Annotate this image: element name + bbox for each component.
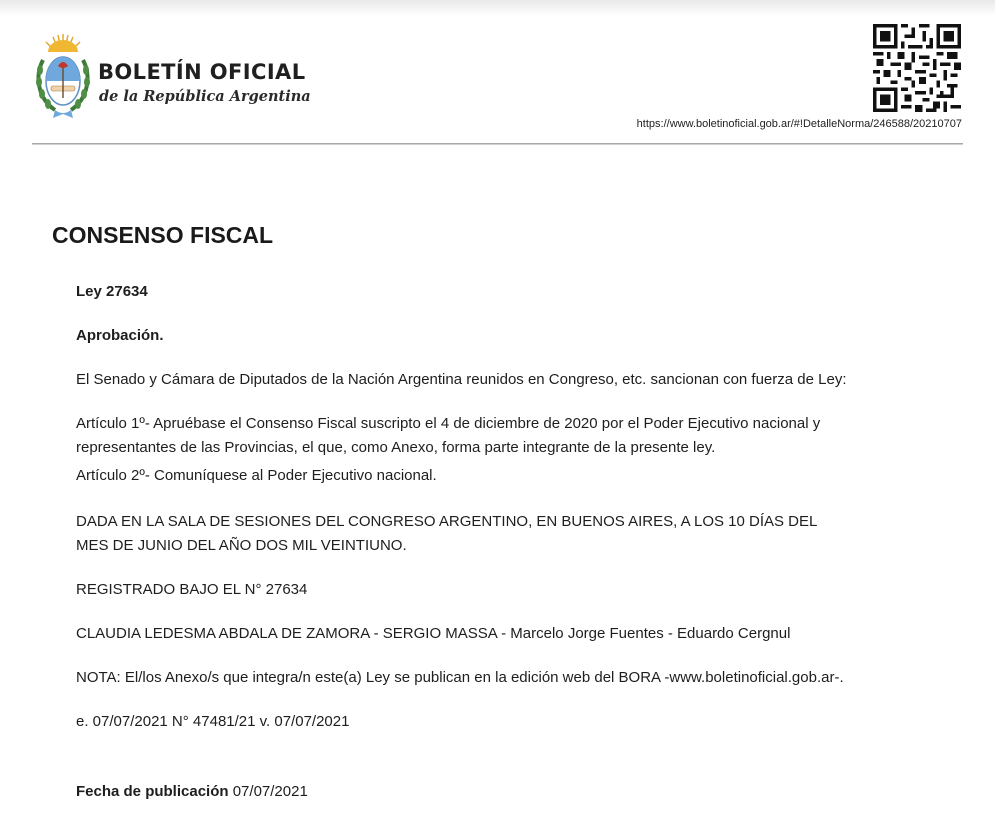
given-clause-line-1: DADA EN LA SALA DE SESIONES DEL CONGRESO ARGENTINO, EN BUENOS AIRES, A LOS 10 DÍAS DEL bbox=[76, 513, 818, 530]
brand-subtitle: de la República Argentina bbox=[99, 88, 311, 105]
publication-date-value: 07/07/2021 bbox=[232, 783, 308, 800]
article-1 bbox=[76, 412, 936, 460]
page-header bbox=[0, 0, 995, 150]
given-clause bbox=[76, 510, 936, 558]
publication-date-label: Fecha de publicación bbox=[76, 783, 229, 800]
annex-note: NOTA: El/los Anexo/s que integra/n este(a) Ley se publican en la edición web del BORA -www.boletinoficial.gob.ar-. bbox=[76, 669, 844, 686]
document-title: CONSENSO FISCAL bbox=[52, 222, 274, 248]
argentina-coat-of-arms-icon bbox=[33, 30, 93, 122]
given-clause-line-2: MES DE JUNIO DEL AÑO DOS MIL VEINTIUNO. bbox=[76, 537, 407, 554]
article-2: Artículo 2º- Comuníquese al Poder Ejecutivo nacional. bbox=[76, 467, 437, 484]
brand-title: BOLETÍN OFICIAL bbox=[98, 60, 306, 84]
article-1-line-2: representantes de las Provincias, el que, como Anexo, forma parte integrante de la presente ley. bbox=[76, 439, 716, 456]
norm-url-link[interactable]: https://www.boletinoficial.gob.ar/#!DetalleNorma/246588/20210707 bbox=[636, 118, 962, 130]
article-1-line-1: Artículo 1º- Apruébase el Consenso Fiscal suscripto el 4 de diciembre de 2020 por el Poder Ejecutivo nacional y bbox=[76, 415, 821, 432]
law-subject: Aprobación. bbox=[76, 327, 164, 344]
registration: REGISTRADO BAJO EL N° 27634 bbox=[76, 581, 308, 598]
publication-date-row bbox=[76, 780, 936, 804]
header-divider bbox=[32, 143, 963, 145]
preamble: El Senado y Cámara de Diputados de la Nación Argentina reunidos en Congreso, etc. sancionan con fuerza de Ley: bbox=[76, 371, 847, 388]
signatories: CLAUDIA LEDESMA ABDALA DE ZAMORA - SERGIO MASSA - Marcelo Jorge Fuentes - Eduardo Cergnul bbox=[76, 625, 791, 642]
edition-reference: e. 07/07/2021 N° 47481/21 v. 07/07/2021 bbox=[76, 713, 350, 730]
law-number: Ley 27634 bbox=[76, 283, 148, 300]
qr-code-icon[interactable] bbox=[873, 24, 961, 112]
